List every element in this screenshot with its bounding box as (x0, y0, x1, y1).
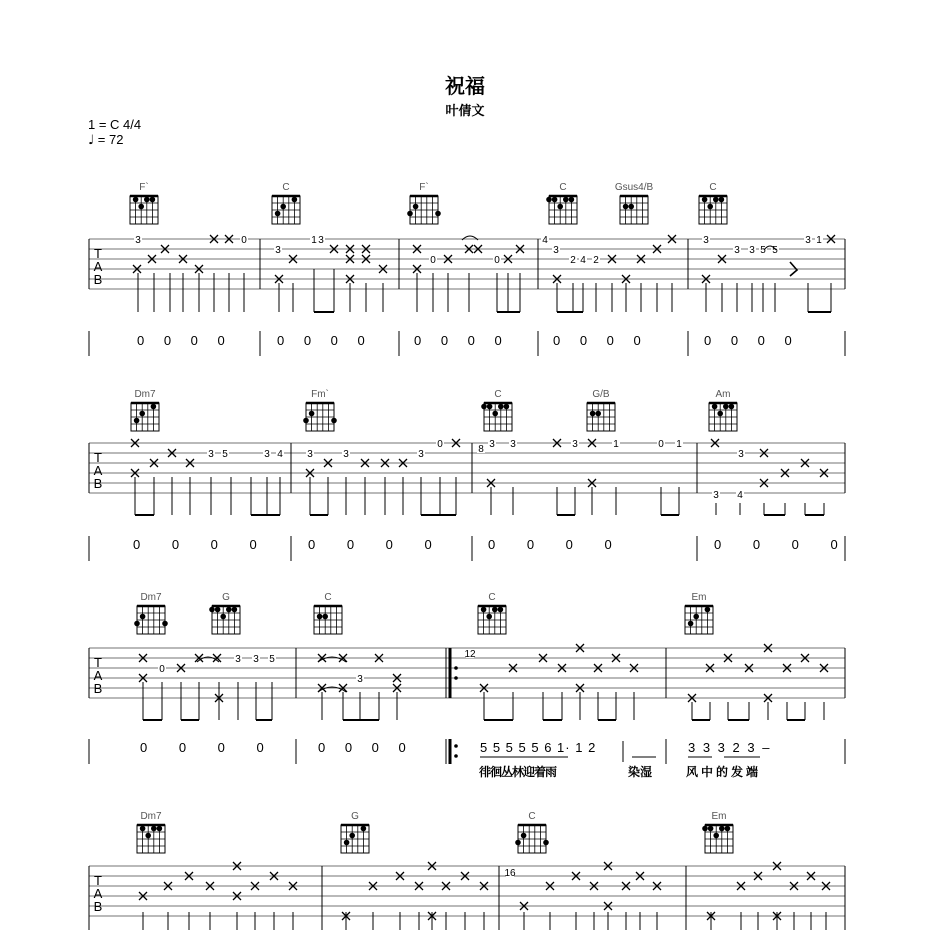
chord-finger-dot (303, 418, 309, 424)
chord-diagram (272, 182, 300, 224)
tab-fret-number: 2 (570, 255, 576, 266)
chord-diagram (209, 592, 240, 634)
chord-diagram (134, 592, 168, 634)
system-4 (89, 811, 845, 930)
chord-finger-dot (134, 621, 140, 627)
chord-name: C (324, 592, 332, 603)
repeat-dot (454, 676, 458, 680)
chord-finger-dot (543, 840, 549, 846)
chord-finger-dot (498, 607, 504, 613)
tab-clef-b: B (93, 899, 103, 914)
chord-finger-dot (134, 418, 140, 424)
tab-fret-number: 3 (307, 449, 313, 460)
tab-fret-number: 1 (816, 235, 822, 246)
tempo-value: = 72 (97, 132, 124, 147)
chord-name: Dm7 (140, 592, 162, 603)
chord-finger-dot (702, 826, 708, 832)
tab-clef-a: A (93, 259, 103, 274)
chord-finger-dot (151, 404, 157, 410)
chord-finger-dot (344, 840, 350, 846)
tab-fret-number: 4 (277, 449, 283, 460)
chord-finger-dot (226, 607, 232, 613)
chord-finger-dot (275, 211, 281, 217)
lyric-text: 染湿 (628, 765, 653, 779)
repeat-dot (454, 744, 458, 748)
tab-fret-number: 0 (494, 255, 500, 266)
chord-finger-dot (361, 826, 367, 832)
tab-fret-number: 1 (676, 439, 682, 450)
chord-finger-dot (707, 204, 713, 210)
tab-clef-t: T (94, 655, 102, 670)
tab-clef-t: T (94, 873, 102, 888)
chord-finger-dot (407, 211, 413, 217)
song-title: 祝福 (445, 74, 485, 98)
chord-finger-dot (280, 204, 286, 210)
tab-fret-number: 1 (311, 235, 317, 246)
tab-fret-number: 12 (464, 649, 476, 660)
chord-name: C (488, 592, 496, 603)
chord-finger-dot (209, 607, 215, 613)
chord-name: Em (691, 592, 707, 603)
numbered-notation: 0 0 0 0 (488, 537, 626, 552)
numbered-notation: 0 0 0 0 (140, 740, 278, 755)
quarter-note-icon: ♩ (88, 133, 95, 148)
tab-fret-number: 3 (703, 235, 709, 246)
numbered-notation: 0 0 0 0 (277, 333, 373, 348)
tab-fret-number: 4 (580, 255, 586, 266)
chord-finger-dot (413, 204, 419, 210)
tab-staff (89, 443, 845, 493)
tab-clef-t: T (94, 246, 102, 261)
numbered-notation: 0 0 0 0 (553, 333, 649, 348)
chord-diagram (481, 389, 512, 431)
tab-fret-number: 1 (613, 439, 619, 450)
chord-finger-dot (487, 404, 493, 410)
chord-finger-dot (628, 204, 634, 210)
chord-finger-dot (717, 411, 723, 417)
chord-finger-dot (569, 197, 575, 203)
tab-fret-number: 3 (553, 245, 559, 256)
chord-finger-dot (719, 197, 725, 203)
chord-finger-dot (133, 197, 139, 203)
chord-name: C (528, 811, 536, 822)
tab-fret-number: 3 (235, 654, 241, 665)
numbered-notation: 5 5 5 5 5 6 1· 1 2 (480, 740, 597, 755)
chord-finger-dot (595, 411, 601, 417)
chord-name: Fm` (311, 389, 329, 400)
chord-finger-dot (292, 197, 298, 203)
chord-name: C (282, 182, 290, 193)
tab-fret-number: 0 (159, 664, 165, 675)
artist-name: 叶倩文 (445, 104, 485, 119)
tab-fret-number: 0 (241, 235, 247, 246)
chord-name: C (494, 389, 502, 400)
tab-fret-number: 16 (504, 868, 516, 879)
chord-name: C (559, 182, 567, 193)
repeat-dot (454, 666, 458, 670)
chord-finger-dot (521, 833, 527, 839)
chord-finger-dot (693, 614, 699, 620)
key-signature: 1 = C 4/4 (88, 117, 142, 132)
system-1 (89, 181, 845, 356)
tab-fret-number: 3 (343, 449, 349, 460)
chord-finger-dot (481, 607, 487, 613)
chord-diagram (478, 592, 506, 634)
chord-finger-dot (498, 404, 504, 410)
chord-finger-dot (713, 197, 719, 203)
tab-clef-a: A (93, 463, 103, 478)
tab-fret-number: 3 (418, 449, 424, 460)
tab-fret-number: 5 (772, 245, 778, 256)
tab-fret-number: 3 (738, 449, 744, 460)
tab-fret-number: 5 (269, 654, 275, 665)
tab-fret-number: 3 (208, 449, 214, 460)
chord-finger-dot (719, 826, 725, 832)
chord-finger-dot (590, 411, 596, 417)
numbered-notation: 0 0 0 0 (414, 333, 510, 348)
tab-fret-number: 0 (658, 439, 664, 450)
chord-name: Dm7 (140, 811, 162, 822)
tab-fret-number: 5 (760, 245, 766, 256)
chord-name: Dm7 (134, 389, 156, 400)
tab-fret-number: 3 (357, 674, 363, 685)
chord-finger-dot (140, 614, 146, 620)
chord-finger-dot (144, 197, 150, 203)
chord-finger-dot (151, 826, 157, 832)
tab-fret-number: 3 (318, 235, 324, 246)
chord-diagram (699, 182, 727, 224)
chord-finger-dot (150, 197, 156, 203)
chord-finger-dot (723, 404, 729, 410)
tab-fret-number: 3 (489, 439, 495, 450)
tab-fret-number: 4 (542, 235, 548, 246)
lyric-text: 风中的发端 (686, 765, 762, 779)
tab-fret-number: 3 (275, 245, 281, 256)
chord-diagram (341, 811, 369, 853)
chord-finger-dot (552, 197, 558, 203)
tab-clef-a: A (93, 668, 103, 683)
tab-fret-number: 3 (749, 245, 755, 256)
chord-finger-dot (157, 826, 163, 832)
chord-diagram (131, 389, 159, 431)
repeat-dot (454, 754, 458, 758)
system-3 (89, 592, 845, 779)
tab-clef-a: A (93, 886, 103, 901)
chord-finger-dot (492, 607, 498, 613)
chord-diagram (314, 592, 342, 634)
chord-finger-dot (712, 404, 718, 410)
tab-fret-number: 3 (253, 654, 259, 665)
tab-fret-number: 0 (437, 439, 443, 450)
chord-finger-dot (623, 204, 629, 210)
chord-finger-dot (317, 614, 323, 620)
numbered-notation: 0 0 0 0 (714, 537, 852, 552)
chord-finger-dot (215, 607, 221, 613)
system-2 (89, 388, 852, 561)
chord-diagram (587, 389, 615, 431)
chord-name: F` (139, 182, 149, 193)
numbered-notation: 0 0 0 0 (133, 537, 271, 552)
chord-finger-dot (492, 411, 498, 417)
chord-name: Am (715, 389, 731, 400)
chord-finger-dot (349, 833, 355, 839)
chord-finger-dot (435, 211, 441, 217)
tab-fret-number: 3 (713, 490, 719, 501)
tab-fret-number: 3 (510, 439, 516, 450)
chord-name: F` (419, 182, 429, 193)
chord-finger-dot (220, 614, 226, 620)
tab-fret-number: 3 (572, 439, 578, 450)
chord-finger-dot (140, 826, 146, 832)
chord-name: G (351, 811, 359, 822)
chord-finger-dot (504, 404, 510, 410)
chord-finger-dot (713, 833, 719, 839)
chord-finger-dot (322, 614, 328, 620)
tab-fret-number: 0 (430, 255, 436, 266)
chord-finger-dot (486, 614, 492, 620)
chord-diagram (407, 181, 441, 224)
chord-diagram (546, 182, 577, 224)
chord-name: C (709, 182, 717, 193)
chord-finger-dot (331, 418, 337, 424)
chord-name: Em (711, 811, 727, 822)
chord-finger-dot (232, 607, 238, 613)
chord-name: G/B (592, 389, 610, 400)
chord-finger-dot (563, 197, 569, 203)
chord-finger-dot (309, 411, 315, 417)
chord-finger-dot (162, 621, 168, 627)
chord-diagram (137, 811, 165, 853)
chord-finger-dot (688, 621, 694, 627)
tab-fret-number: 2 (593, 255, 599, 266)
tab-fret-number: 3 (135, 235, 141, 246)
chord-diagram (303, 388, 337, 431)
numbered-notation: 0 0 0 0 (137, 333, 233, 348)
tab-clef-b: B (93, 272, 103, 287)
chord-finger-dot (729, 404, 735, 410)
tab-clef-t: T (94, 450, 102, 465)
chord-finger-dot (705, 607, 711, 613)
chord-finger-dot (702, 197, 708, 203)
chord-diagram (130, 181, 158, 224)
numbered-notation: 3 3 3 2 3 – (688, 740, 772, 755)
chord-finger-dot (515, 840, 521, 846)
chord-finger-dot (481, 404, 487, 410)
tab-clef-b: B (93, 476, 103, 491)
chord-finger-dot (557, 204, 563, 210)
chord-name: Gsus4/B (614, 182, 654, 193)
numbered-notation: 0 0 0 0 (308, 537, 446, 552)
chord-diagram (702, 811, 733, 853)
chord-name: G (222, 592, 230, 603)
chord-finger-dot (138, 204, 144, 210)
tab-fret-number: 5 (222, 449, 228, 460)
chord-finger-dot (139, 411, 145, 417)
lyric-text: 徘徊丛林迎着雨 (479, 765, 557, 779)
numbered-notation: 0 0 0 0 (318, 740, 414, 755)
tab-fret-number: 8 (478, 444, 484, 455)
tab-fret-number: 4 (737, 490, 743, 501)
chord-finger-dot (145, 833, 151, 839)
chord-diagram (615, 182, 654, 224)
chord-diagram (685, 592, 713, 634)
chord-diagram (515, 811, 549, 853)
tab-clef-b: B (93, 681, 103, 696)
tab-fret-number: 3 (264, 449, 270, 460)
chord-finger-dot (546, 197, 552, 203)
chord-finger-dot (708, 826, 714, 832)
chord-diagram (709, 389, 737, 431)
tab-fret-number: 3 (734, 245, 740, 256)
numbered-notation: 0 0 0 0 (704, 333, 800, 348)
chord-finger-dot (725, 826, 731, 832)
tab-fret-number: 3 (805, 235, 811, 246)
